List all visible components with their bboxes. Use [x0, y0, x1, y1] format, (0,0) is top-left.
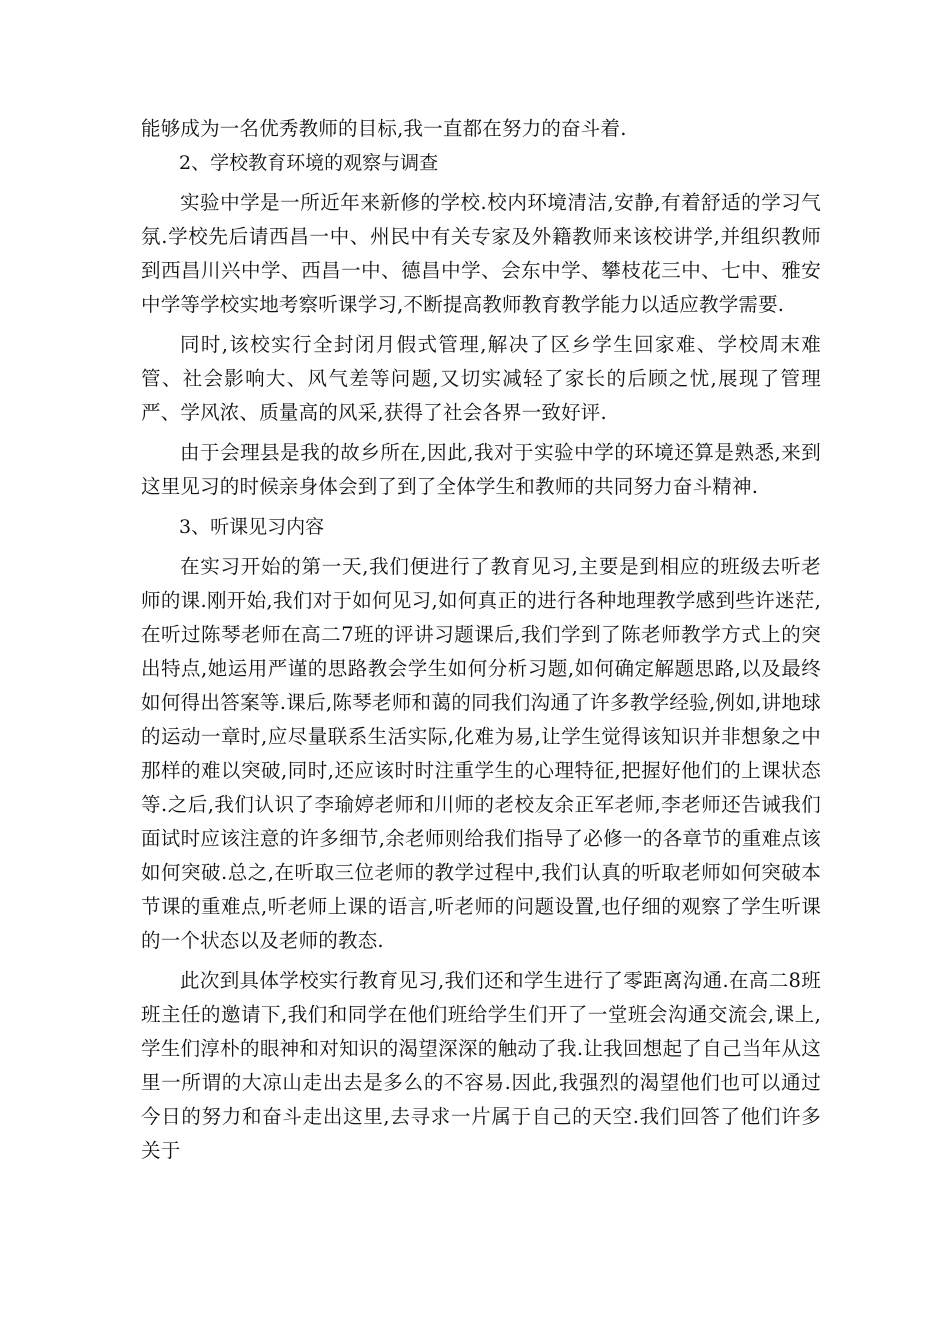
- paragraph-school-environment: 实验中学是一所近年来新修的学校.校内环境清洁,安静,有着舒适的学习气氛.学校先后请西昌一中、州民中有关专家及外籍教师来该校讲学,并组织教师到西昌川兴中学、西昌一中、德昌中学、会东中学、攀枝花三中、七中、雅安中学等学校实地考察听课学习,不断提高教师教育教学能力以适应教学需要.: [141, 191, 821, 316]
- section-heading-3: 3、听课见习内容: [179, 516, 325, 538]
- paragraph-hometown: 由于会理县是我的故乡所在,因此,我对于实验中学的环境还算是熟悉,来到这里见习的时候亲身体会到了到了全体学生和教师的共同努力奋斗精神.: [141, 441, 821, 498]
- paragraph-lesson-observation: 在实习开始的第一天,我们便进行了教育见习,主要是到相应的班级去听老师的课.刚开始,我们对于如何见习,如何真正的进行各种地理教学感到些许迷茫,在听过陈琴老师在高二7班的评讲习题课后,我们学到了陈老师教学方式上的突出特点,她运用严谨的思路教会学生如何分析习题,如何确定解题思路,以及最终如何得出答案等.课后,陈琴老师和蔼的同我们沟通了许多教学经验,例如,讲地球的运动一章时,应尽量联系生活实际,化难为易,让学生觉得该知识并非想象之中那样的难以突破,同时,还应该时时注重学生的心理特征,把握好他们的上课状态等.之后,我们认识了李瑜婷老师和川师的老校友余正军老师,李老师还告诫我们面试时应该注意的许多细节,余老师则给我们指导了必修一的各章节的重难点该如何突破.总之,在听取三位老师的教学过程中,我们认真的听取老师如何突破本节课的重难点,听老师上课的语言,听老师的问题设置,也仔细的观察了学生听课的一个状态以及老师的教态.: [141, 555, 821, 952]
- paragraph-school-management: 同时,该校实行全封闭月假式管理,解决了区乡学生回家难、学校周末难管、社会影响大、风气差等问题,又切实减轻了家长的后顾之忧,展现了管理严、学风浓、质量高的风采,获得了社会各界一致好评.: [141, 333, 821, 424]
- paragraph-student-communication: 此次到具体学校实行教育见习,我们还和学生进行了零距离沟通.在高二8班班主任的邀请下,我们和同学在他们班给学生们开了一堂班会沟通交流会,课上,学生们淳朴的眼神和对知识的渴望深深的触动了我.让我回想起了自己当年从这里一所谓的大凉山走出去是多么的不容易.因此,我强烈的渴望他们也可以通过今日的努力和奋斗走出这里,去寻求一片属于自己的天空.我们回答了他们许多关于: [141, 969, 821, 1162]
- paragraph-intro-tail: 能够成为一名优秀教师的目标,我一直都在努力的奋斗着.: [141, 117, 627, 140]
- document-page: [141, 112, 821, 1168]
- section-heading-2: 2、学校教育环境的观察与调查: [179, 152, 439, 174]
